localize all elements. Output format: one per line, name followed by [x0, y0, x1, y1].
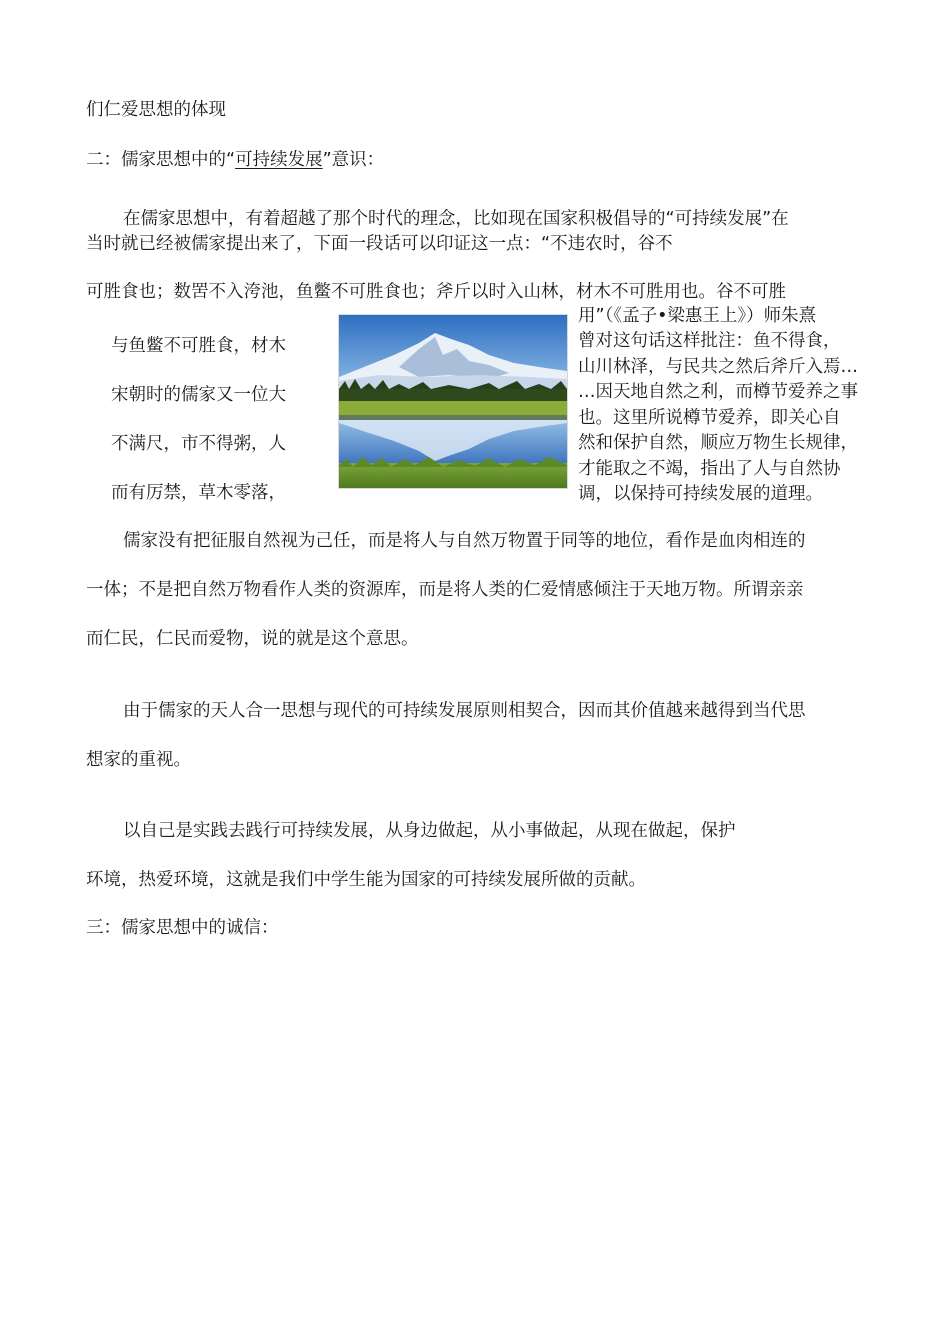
right-column-line: 才能取之不竭，指出了人与自然协 — [578, 459, 841, 479]
section-heading-3: 三：儒家思想中的诚信： — [86, 918, 279, 938]
right-column-line: 山川林泽，与民共之然后斧斤入焉… — [578, 357, 858, 377]
paragraph-line: 由于儒家的天人合一思想与现代的可持续发展原则相契合，因而其价值越来越得到当代思 — [123, 701, 806, 721]
mountain-lake-photo — [338, 314, 568, 489]
paragraph-line: 环境，热爱环境，这就是我们中学生能为国家的可持续发展所做的贡献。 — [86, 870, 646, 890]
right-column-line: 调，以保持可持续发展的道理。 — [578, 484, 823, 504]
paragraph-line: 想家的重视。 — [86, 750, 191, 770]
paragraph-line: 在儒家思想中，有着超越了那个时代的理念，比如现在国家积极倡导的“可持续发展”在 — [123, 209, 789, 229]
paragraph-line: 以自己是实践去践行可持续发展，从身边做起，从小事做起，从现在做起，保护 — [123, 821, 736, 841]
heading-underlined-term: 可持续发展 — [235, 150, 323, 170]
left-column-line: 而有厉禁，草木零落， — [111, 483, 286, 503]
text-line: 们仁爱思想的体现 — [86, 100, 226, 120]
paragraph-line: 一体；不是把自然万物看作人类的资源库，而是将人类的仁爱情感倾注于天地万物。所谓亲亲 — [86, 580, 804, 600]
left-column-line: 与鱼鳖不可胜食，材木 — [111, 336, 286, 356]
paragraph-line: 当时就已经被儒家提出来了，下面一段话可以印证这一点：“不违农时，谷不 — [86, 234, 673, 254]
paragraph-line: 而仁民，仁民而爱物，说的就是这个意思。 — [86, 629, 419, 649]
right-column-line: 也。这里所说樽节爱养，即关心自 — [578, 408, 841, 428]
paragraph-line: 儒家没有把征服自然视为己任，而是将人与自然万物置于同等的地位，看作是血肉相连的 — [123, 531, 806, 551]
right-column-line: 用”（《孟子•梁惠王上》）师朱熹 — [578, 306, 817, 326]
heading-suffix: ”意识： — [322, 150, 385, 170]
right-column-line: …因天地自然之利，而樽节爱养之事 — [578, 382, 858, 402]
left-column-line: 不满尺，市不得粥，人 — [111, 434, 286, 454]
section-heading-2 — [86, 148, 384, 172]
right-column-line: 然和保护自然，顺应万物生长规律， — [578, 433, 858, 453]
heading-prefix: 二：儒家思想中的“ — [86, 150, 236, 170]
paragraph-line: 可胜食也；数罟不入洿池，鱼鳖不可胜食也；斧斤以时入山林，材木不可胜用也。谷不可胜 — [86, 282, 786, 302]
left-column-line: 宋朝时的儒家又一位大 — [111, 385, 286, 405]
right-column-line: 曾对这句话这样批注：鱼不得食， — [578, 331, 841, 351]
